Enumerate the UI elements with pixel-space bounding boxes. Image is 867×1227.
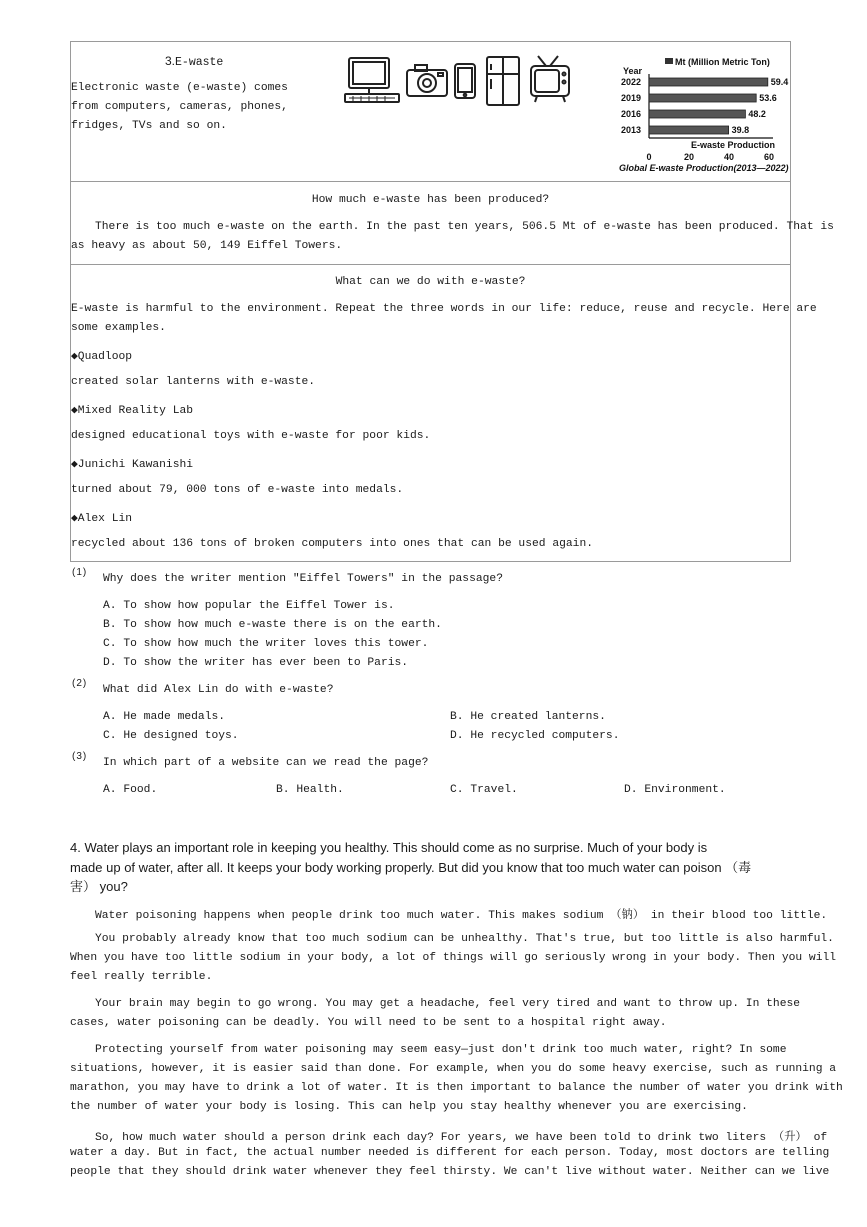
para-5-line-3: people that they should drink water whenever they feel thirsty. We can't live without water. Neither can we live xyxy=(70,1166,830,1178)
section-4-intro xyxy=(70,838,805,897)
question-1-text: Why does the writer mention "Eiffel Towers" in the passage? xyxy=(103,573,503,585)
section-4-intro-line-3: 害） you? xyxy=(70,879,128,894)
example-name-mixed-reality: ◆Mixed Reality Lab xyxy=(71,405,194,417)
legend-swatch xyxy=(665,58,673,64)
category-label: 2022 xyxy=(621,77,642,87)
production-line-2: as heavy as about 50, 149 Eiffel Towers. xyxy=(71,240,343,252)
ewaste-chart xyxy=(619,54,791,180)
intro-line-1: Electronic waste (e-waste) comes xyxy=(71,82,288,94)
ewaste-header-box xyxy=(70,41,791,182)
question-1-option-a: A. To show how popular the Eiffel Tower is. xyxy=(103,600,395,612)
question-2-number: (2) xyxy=(72,678,88,689)
example-name-junichi: ◆Junichi Kawanishi xyxy=(71,459,194,471)
para-1-line-1: Water poisoning happens when people drink too much water. This makes sodium （钠） in their blood too little. xyxy=(95,910,828,922)
para-4-line-4: the number of water your body is losing. This can help you stay healthy whenever you are exercising. xyxy=(70,1101,748,1113)
para-2-line-2: When you have too little sodium in your body, a lot of things will go seriously wrong in your body. Then you will xyxy=(70,952,837,964)
question-3-option-b: B. Health. xyxy=(276,784,344,796)
section-number: 3. xyxy=(165,54,176,68)
example-desc-quadloop: created solar lanterns with e-waste. xyxy=(71,376,316,388)
section-title-word: E-waste xyxy=(175,56,224,69)
value-label: 48.2 xyxy=(748,109,766,119)
para-5-line-1: So, how much water should a person drink each day? For years, we have been told to drink two liters （升） of xyxy=(95,1132,828,1144)
question-3-option-d: D. Environment. xyxy=(624,784,726,796)
x-tick-label: 40 xyxy=(723,152,735,162)
solutions-heading: What can we do with e-waste? xyxy=(335,276,526,288)
solutions-intro-2: some examples. xyxy=(71,322,166,334)
para-3-line-2: cases, water poisoning can be deadly. You will need to be sent to a hospital right away. xyxy=(70,1017,667,1029)
para-2-line-1: You probably already know that too much sodium can be unhealthy. That's true, but too little is also harmful. xyxy=(95,933,834,945)
bar xyxy=(649,126,729,134)
question-2-option-d: D. He recycled computers. xyxy=(450,730,620,742)
bar-chart xyxy=(619,54,791,180)
production-box xyxy=(70,181,834,265)
fridge-icon xyxy=(487,57,519,105)
para-5-line-2: water a day. But in fact, the actual number needed is different for each person. Today, most doctors are telling xyxy=(70,1147,830,1159)
bar xyxy=(649,110,745,118)
production-heading: How much e-waste has been produced? xyxy=(311,194,550,206)
question-3-number: (3) xyxy=(72,751,88,762)
solutions-box xyxy=(70,264,817,562)
example-desc-junichi: turned about 79, 000 tons of e-waste into medals. xyxy=(71,484,404,496)
category-label: 2013 xyxy=(621,125,642,135)
question-2-text: What did Alex Lin do with e-waste? xyxy=(103,684,334,696)
question-2-option-c: C. He designed toys. xyxy=(103,730,239,742)
y-axis-label: Year xyxy=(623,66,643,76)
para-4-line-1: Protecting yourself from water poisoning may seem easy—just don't drink too much water, right? In some xyxy=(95,1044,787,1056)
example-name-alex-lin: ◆Alex Lin xyxy=(71,513,133,525)
question-1-option-b: B. To show how much e-waste there is on the earth. xyxy=(103,619,442,631)
example-desc-alex-lin: recycled about 136 tons of broken computers into ones that can be used again. xyxy=(71,538,594,550)
category-label: 2016 xyxy=(621,109,642,119)
para-4-line-3: marathon, you may have to drink a lot of water. It is then important to balance the number of water you drink with xyxy=(70,1082,843,1094)
tv-icon xyxy=(531,56,569,102)
camera-icon xyxy=(407,65,447,96)
x-axis-label: E-waste Production xyxy=(691,140,776,150)
section-title xyxy=(165,54,223,69)
phone-icon xyxy=(455,64,475,98)
question-3-option-c: C. Travel. xyxy=(450,784,518,796)
category-label: 2019 xyxy=(621,93,642,103)
section-4-intro-line-1: 4. Water plays an important role in keeping you healthy. This should come as no surprise. Much of your body is xyxy=(70,840,708,855)
chart-title: Global E-waste Production(2013—2022) xyxy=(619,163,789,173)
x-tick-label: 0 xyxy=(646,152,652,162)
question-2-option-b: B. He created lanterns. xyxy=(450,711,606,723)
para-2-line-3: feel really terrible. xyxy=(70,971,213,983)
device-icons xyxy=(343,54,575,112)
value-label: 39.8 xyxy=(731,125,750,135)
value-label: 59.4 xyxy=(770,77,789,87)
production-line-1: There is too much e-waste on the earth. In the past ten years, 506.5 Mt of e-waste has been produced. That is xyxy=(95,221,834,233)
section-4-intro-line-2: made up of water, after all. It keeps your body working properly. But did you know that too much water can poison （毒 xyxy=(70,859,752,875)
question-2-option-a: A. He made medals. xyxy=(103,711,226,723)
example-desc-mixed-reality: designed educational toys with e-waste for poor kids. xyxy=(71,430,431,442)
para-4-line-2: situations, however, it is easier said than done. For example, when you do some heavy exercise, such as running a xyxy=(70,1063,837,1075)
intro-line-3: fridges, TVs and so on. xyxy=(71,120,227,132)
question-3-text: In which part of a website can we read the page? xyxy=(103,757,429,769)
x-tick-label: 20 xyxy=(683,152,695,162)
question-1-option-d: D. To show the writer has ever been to Paris. xyxy=(103,657,409,669)
para-3-line-1: Your brain may begin to go wrong. You may get a headache, feel very tired and want to throw up. In these xyxy=(95,998,801,1010)
bar xyxy=(649,78,768,86)
x-tick-label: 60 xyxy=(763,152,775,162)
question-1-option-c: C. To show how much the writer loves this tower. xyxy=(103,638,429,650)
bar xyxy=(649,94,756,102)
computer-icon xyxy=(345,58,399,102)
question-3-option-a: A. Food. xyxy=(103,784,158,796)
value-label: 53.6 xyxy=(759,93,777,103)
example-name-quadloop: ◆Quadloop xyxy=(71,351,133,363)
question-1-number: (1) xyxy=(72,567,88,578)
legend-label: Mt (Million Metric Ton) xyxy=(675,57,770,67)
intro-line-2: from computers, cameras, phones, xyxy=(71,101,288,113)
solutions-intro-1: E-waste is harmful to the environment. Repeat the three words in our life: reduce, reuse and recycle. Here are xyxy=(71,303,817,315)
